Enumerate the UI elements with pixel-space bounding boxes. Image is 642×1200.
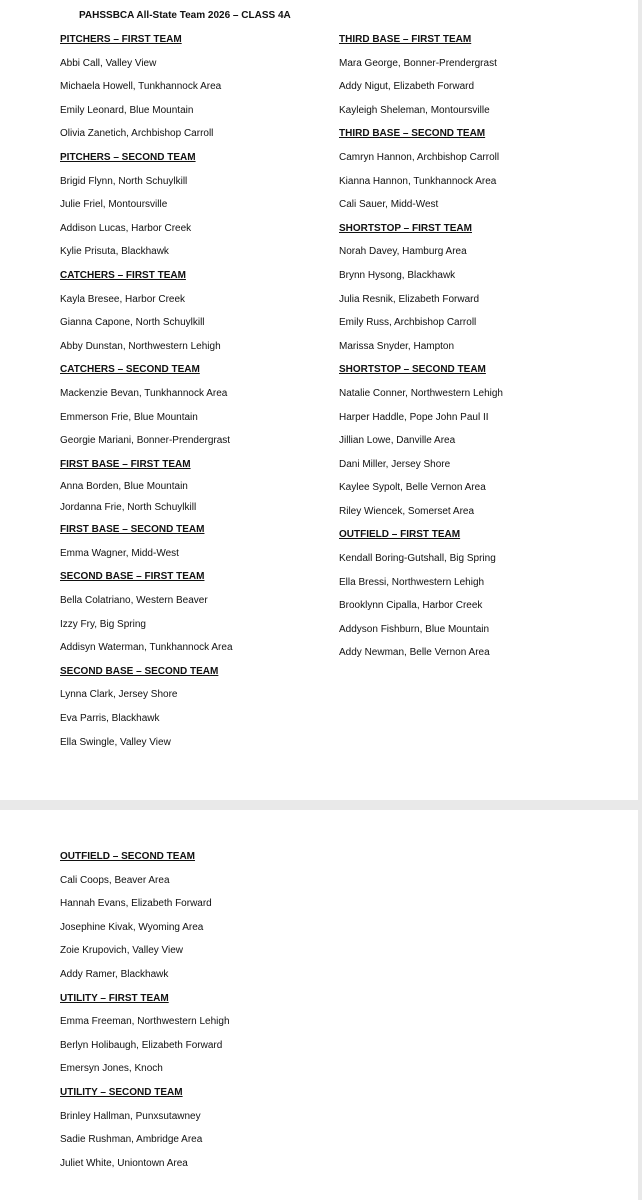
roster-entry: Sadie Rushman, Ambridge Area bbox=[60, 1134, 203, 1146]
roster-entry: Ella Swingle, Valley View bbox=[60, 736, 171, 748]
roster-entry: Jordanna Frie, North Schuylkill bbox=[60, 502, 197, 514]
roster-entry: Emily Russ, Archbishop Carroll bbox=[339, 317, 477, 329]
roster-entry: Cali Coops, Beaver Area bbox=[60, 874, 170, 886]
roster-entry: Kayleigh Sheleman, Montoursville bbox=[339, 104, 490, 116]
roster-entry: Zoie Krupovich, Valley View bbox=[60, 945, 184, 957]
section-heading: CATCHERS – SECOND TEAM bbox=[60, 364, 200, 376]
roster-entry: Addyson Fishburn, Blue Mountain bbox=[339, 623, 490, 635]
section-heading: SHORTSTOP – SECOND TEAM bbox=[339, 364, 486, 376]
roster-entry: Kaylee Sypolt, Belle Vernon Area bbox=[339, 482, 486, 494]
roster-entry: Addy Ramer, Blackhawk bbox=[60, 968, 169, 980]
roster-entry: Olivia Zanetich, Archbishop Carroll bbox=[60, 128, 214, 140]
document-page-2 bbox=[0, 810, 638, 1200]
roster-entry: Michaela Howell, Tunkhannock Area bbox=[60, 81, 222, 93]
roster-entry: Brigid Flynn, North Schuylkill bbox=[60, 175, 188, 187]
section-heading: THIRD BASE – SECOND TEAM bbox=[339, 128, 486, 140]
section-heading: OUTFIELD – FIRST TEAM bbox=[339, 529, 461, 541]
section-heading: OUTFIELD – SECOND TEAM bbox=[60, 851, 196, 862]
section-heading: UTILITY – SECOND TEAM bbox=[60, 1086, 183, 1098]
roster-entry: Izzy Fry, Big Spring bbox=[60, 618, 146, 630]
roster-entry: Juliet White, Uniontown Area bbox=[60, 1157, 188, 1169]
roster-entry: Emersyn Jones, Knoch bbox=[60, 1063, 163, 1075]
roster-entry: Brinley Hallman, Punxsutawney bbox=[60, 1110, 201, 1122]
roster-entry: Emma Wagner, Midd-West bbox=[60, 547, 179, 559]
roster-entry: Norah Davey, Hamburg Area bbox=[339, 246, 467, 258]
document-title: PAHSSBCA All-State Team 2026 – CLASS 4A bbox=[79, 10, 291, 21]
section-heading: PITCHERS – FIRST TEAM bbox=[60, 34, 182, 45]
section-heading: SECOND BASE – SECOND TEAM bbox=[60, 665, 219, 677]
roster-entry: Marissa Snyder, Hampton bbox=[339, 340, 455, 352]
roster-entry: Gianna Capone, North Schuylkill bbox=[60, 317, 205, 329]
section-heading: CATCHERS – FIRST TEAM bbox=[60, 269, 186, 281]
section-heading: FIRST BASE – SECOND TEAM bbox=[60, 524, 205, 536]
roster-entry: Abby Dunstan, Northwestern Lehigh bbox=[60, 340, 221, 352]
roster-entry: Lynna Clark, Jersey Shore bbox=[60, 689, 178, 701]
roster-entry: Cali Sauer, Midd-West bbox=[339, 199, 439, 211]
roster-entry: Mara George, Bonner-Prendergrast bbox=[339, 57, 497, 69]
roster-entry: Camryn Hannon, Archbishop Carroll bbox=[339, 151, 500, 163]
roster-entry: Julia Resnik, Elizabeth Forward bbox=[339, 293, 480, 305]
roster-entry: Kayla Bresee, Harbor Creek bbox=[60, 293, 186, 305]
roster-entry: Brynn Hysong, Blackhawk bbox=[339, 269, 456, 281]
right-column bbox=[339, 28, 503, 665]
roster-entry: Julie Friel, Montoursville bbox=[60, 199, 168, 211]
roster-entry: Berlyn Holibaugh, Elizabeth Forward bbox=[60, 1039, 223, 1051]
roster-entry: Riley Wiencek, Somerset Area bbox=[339, 505, 475, 517]
section-heading: THIRD BASE – FIRST TEAM bbox=[339, 34, 472, 45]
roster-entry: Josephine Kivak, Wyoming Area bbox=[60, 921, 204, 933]
left-column bbox=[60, 845, 230, 1175]
roster-entry: Bella Colatriano, Western Beaver bbox=[60, 595, 208, 607]
roster-entry: Addison Lucas, Harbor Creek bbox=[60, 222, 192, 234]
left-column bbox=[60, 28, 233, 754]
roster-entry: Emma Freeman, Northwestern Lehigh bbox=[60, 1016, 230, 1028]
roster-entry: Addy Nigut, Elizabeth Forward bbox=[339, 81, 475, 93]
roster-entry: Ella Bressi, Northwestern Lehigh bbox=[339, 576, 485, 588]
roster-entry: Abbi Call, Valley View bbox=[60, 57, 157, 69]
roster-entry: Kendall Boring-Gutshall, Big Spring bbox=[339, 553, 496, 565]
roster-entry: Dani Miller, Jersey Shore bbox=[339, 458, 451, 470]
section-heading: SHORTSTOP – FIRST TEAM bbox=[339, 222, 472, 234]
roster-entry: Harper Haddle, Pope John Paul II bbox=[339, 411, 489, 423]
roster-entry: Addy Newman, Belle Vernon Area bbox=[339, 647, 490, 659]
roster-entry: Emmerson Frie, Blue Mountain bbox=[60, 411, 198, 423]
roster-entry: Jillian Lowe, Danville Area bbox=[339, 435, 456, 447]
roster-entry: Kylie Prisuta, Blackhawk bbox=[60, 246, 169, 258]
roster-entry: Mackenzie Bevan, Tunkhannock Area bbox=[60, 387, 228, 399]
roster-entry: Hannah Evans, Elizabeth Forward bbox=[60, 898, 212, 910]
roster-entry: Addisyn Waterman, Tunkhannock Area bbox=[60, 642, 233, 654]
roster-entry: Anna Borden, Blue Mountain bbox=[60, 481, 188, 493]
roster-entry: Kianna Hannon, Tunkhannock Area bbox=[339, 175, 497, 187]
roster-entry: Georgie Mariani, Bonner-Prendergrast bbox=[60, 435, 231, 447]
section-heading: SECOND BASE – FIRST TEAM bbox=[60, 571, 205, 583]
roster-entry: Brooklynn Cipalla, Harbor Creek bbox=[339, 600, 483, 612]
section-heading: UTILITY – FIRST TEAM bbox=[60, 992, 169, 1004]
roster-entry: Emily Leonard, Blue Mountain bbox=[60, 104, 194, 116]
roster-entry: Natalie Conner, Northwestern Lehigh bbox=[339, 387, 503, 399]
roster-entry: Eva Parris, Blackhawk bbox=[60, 713, 160, 725]
section-heading: PITCHERS – SECOND TEAM bbox=[60, 151, 196, 163]
section-heading: FIRST BASE – FIRST TEAM bbox=[60, 458, 191, 470]
